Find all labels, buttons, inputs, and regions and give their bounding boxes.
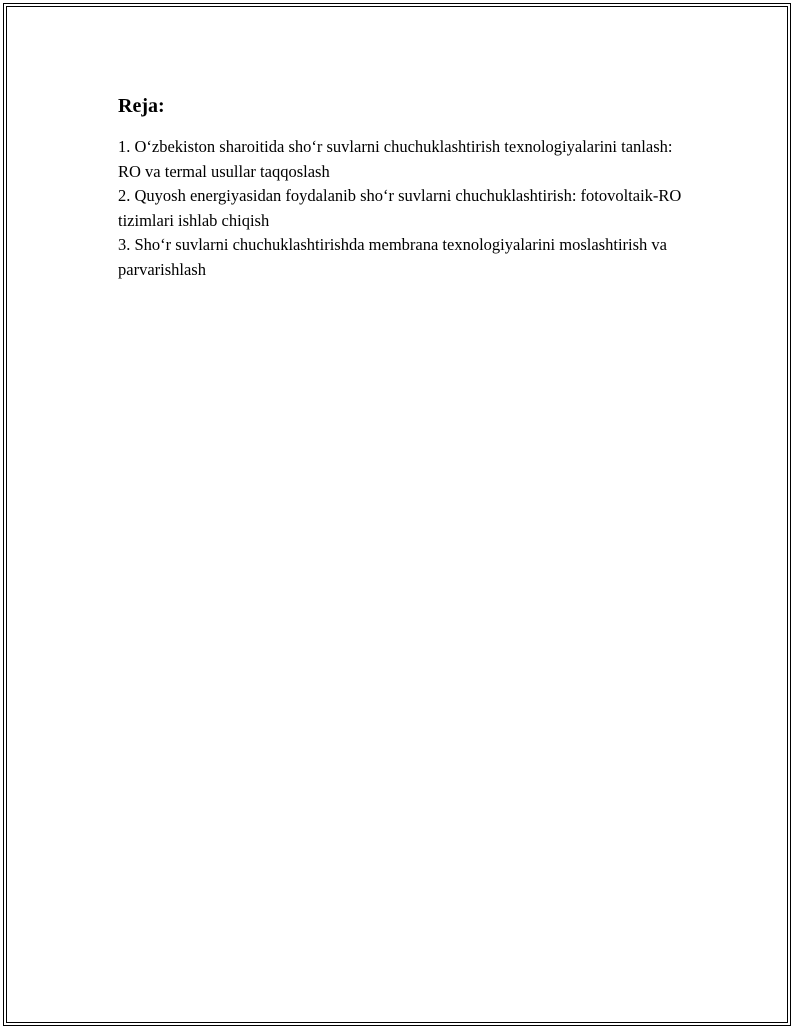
plan-item-number: 3.	[118, 235, 131, 254]
plan-item-2	[118, 184, 698, 233]
plan-list	[118, 135, 698, 282]
plan-item-text: O‘zbekiston sharoitida sho‘r suvlarni chuchuklashtirish texnologiyalarini tanlash: RO va termal usullar taqqoslash	[118, 137, 673, 181]
plan-item-text: Sho‘r suvlarni chuchuklashtirishda membrana texnologiyalarini moslashtirish va parvarishlash	[118, 235, 667, 279]
plan-item-1	[118, 135, 698, 184]
plan-item-3	[118, 233, 698, 282]
document-body	[118, 93, 698, 282]
plan-heading: Reja:	[118, 95, 165, 117]
plan-item-number: 2.	[118, 186, 131, 205]
plan-item-text: Quyosh energiyasidan foydalanib sho‘r suvlarni chuchuklashtirish: fotovoltaik-RO tizimlari ishlab chiqish	[118, 186, 682, 230]
plan-item-number: 1.	[118, 137, 131, 156]
